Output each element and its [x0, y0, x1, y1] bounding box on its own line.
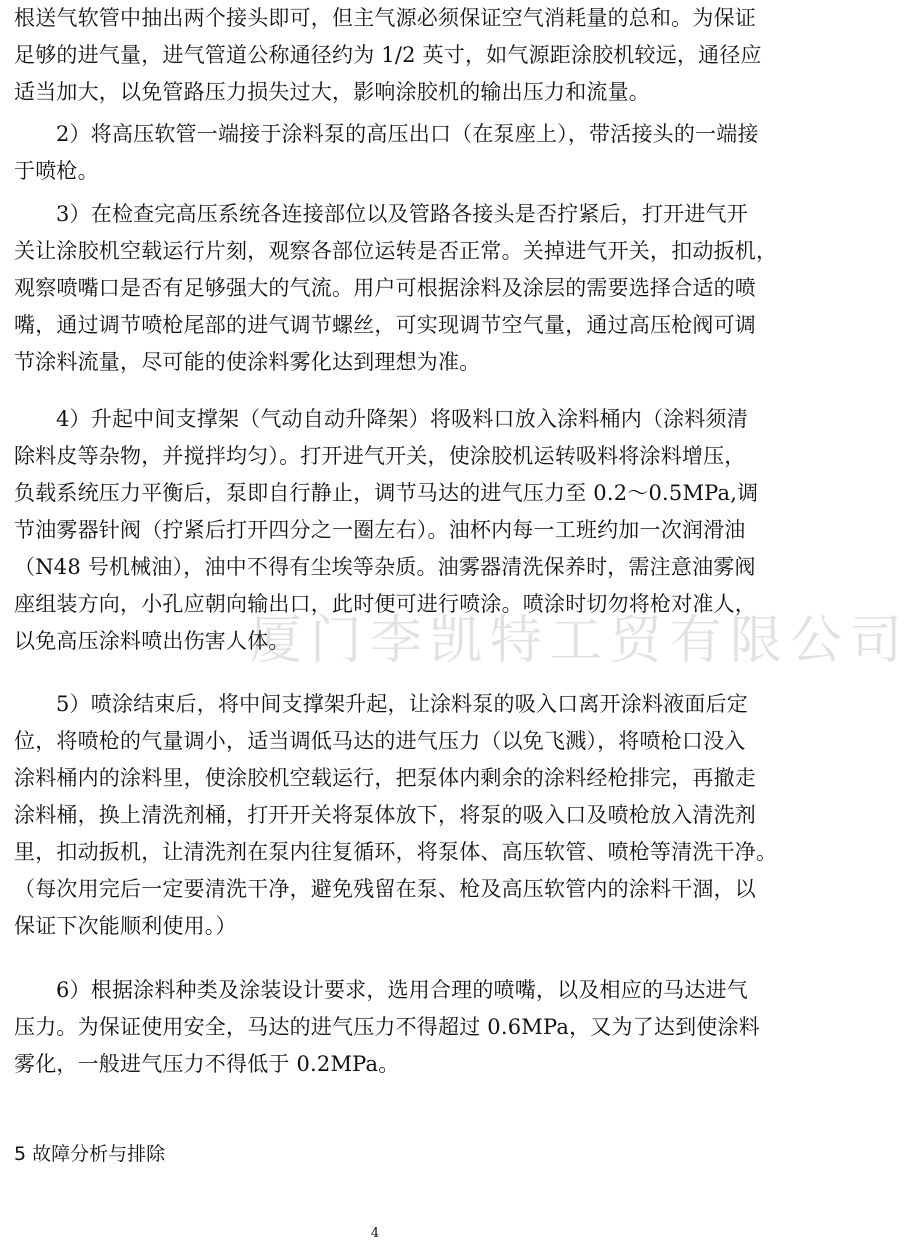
text-line: 2）将高压软管一端接于涂料泵的高压出口（在泵座上），带活接头的一端接 [56, 122, 759, 146]
text-line: 压力。为保证使用安全，马达的进气压力不得超过 0.6MPa，又为了达到使涂料 [14, 1015, 760, 1039]
watermark: 厦门李凯特工贸有限公司 [250, 611, 910, 671]
text-line: 足够的进气量，进气管道公称通径约为 1/2 英寸，如气源距涂胶机较远，通径应 [14, 43, 762, 67]
text-line: 涂料桶内的涂料里，使涂胶机空载运行，把泵体内剩余的涂料经枪排完，再撤走 [14, 766, 756, 790]
text-line: 3）在检查完高压系统各连接部位以及管路各接头是否拧紧后，打开进气开 [56, 202, 748, 226]
text-line: 位，将喷枪的气量调小，适当调低马达的进气压力（以免飞溅），将喷枪口没入 [14, 729, 746, 753]
text-line: 观察喷嘴口是否有足够强大的气流。用户可根据涂料及涂层的需要选择合适的喷 [14, 276, 756, 300]
text-line: （N48 号机械油），油中不得有尘埃等杂质。油雾器清洗保养时，需注意油雾阀 [14, 555, 756, 579]
paragraph-continuation [14, 0, 762, 111]
text-line: 关让涂胶机空载运行片刻，观察各部位运转是否正常。关掉进气开关，扣动扳机， [14, 239, 778, 263]
text-line: 5）喷涂结束后，将中间支撑架升起，让涂料泵的吸入口离开涂料液面后定 [56, 692, 748, 716]
text-line: （每次用完后一定要清洗干净，避免残留在泵、枪及高压软管内的涂料干涸，以 [14, 877, 756, 901]
text-line: 于喷枪。 [14, 159, 99, 183]
text-line: 节油雾器针阀（拧紧后打开四分之一圈左右）。油杯内每一工班约加一次润滑油 [14, 518, 746, 542]
paragraph-step-5 [14, 686, 778, 945]
text-line: 保证下次能顺利使用。） [14, 914, 237, 938]
text-line: 座组装方向，小孔应朝向输出口，此时便可进行喷涂。喷涂时切勿将枪对准人， [14, 592, 756, 616]
text-line: 根送气软管中抽出两个接头即可，但主气源必须保证空气消耗量的总和。为保证 [14, 6, 756, 30]
text-line: 里，扣动扳机，让清洗剂在泵内往复循环，将泵体、高压软管、喷枪等清洗干净。 [14, 840, 778, 864]
text-line: 6）根据涂料种类及涂装设计要求，选用合理的喷嘴，以及相应的马达进气 [56, 978, 748, 1002]
text-line: 以免高压涂料喷出伤害人体。 [14, 629, 290, 653]
text-line: 负载系统压力平衡后，泵即自行静止，调节马达的进气压力至 0.2～0.5MPa,调 [14, 481, 759, 505]
text-line: 节涂料流量，尽可能的使涂料雾化达到理想为准。 [14, 350, 481, 374]
paragraph-step-3 [14, 196, 778, 381]
page-number: 4 [370, 1226, 380, 1241]
text-line: 涂料桶，换上清洗剂桶，打开开关将泵体放下，将泵的吸入口及喷枪放入清洗剂 [14, 803, 756, 827]
text-line: 适当加大，以免管路压力损失过大，影响涂胶机的输出压力和流量。 [14, 80, 650, 104]
text-line: 嘴，通过调节喷枪尾部的进气调节螺丝，可实现调节空气量，通过高压枪阀可调 [14, 313, 756, 337]
text-line: 雾化，一般进气压力不得低于 0.2MPa。 [14, 1052, 400, 1076]
text-line: 除料皮等杂物，并搅拌均匀）。打开进气开关，使涂胶机运转吸料将涂料增压， [14, 444, 746, 468]
paragraph-step-4 [14, 401, 759, 660]
text-line: 4）升起中间支撑架（气动自动升降架）将吸料口放入涂料桶内（涂料须清 [56, 407, 748, 431]
section-heading: 5 故障分析与排除 [14, 1143, 166, 1165]
paragraph-step-6 [14, 972, 760, 1083]
paragraph-step-2 [14, 116, 759, 190]
